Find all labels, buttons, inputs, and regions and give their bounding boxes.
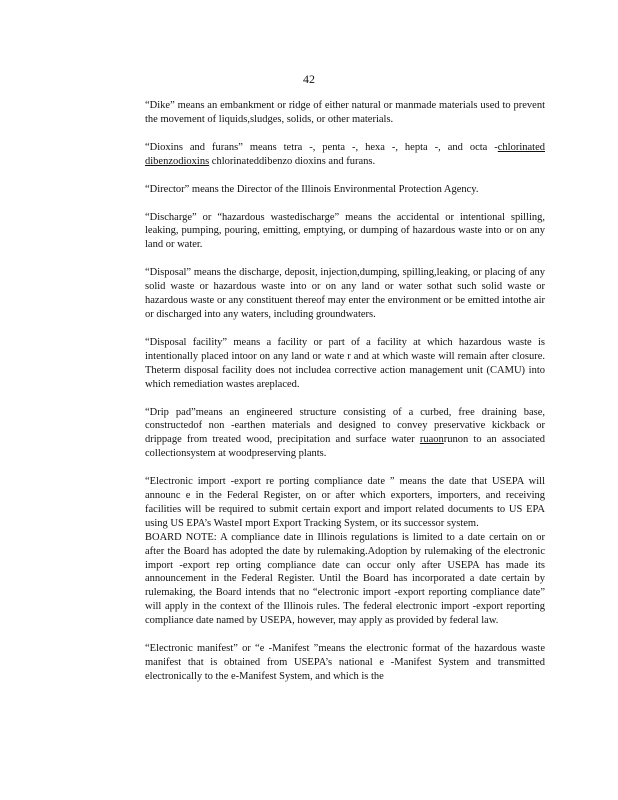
definition-text: “Drip pad”means an engineered structure consisting of a curbed, free draining base, constructedof non -earthen materials and designed to convey preservative kickback or drippage from treated wood, precipitation and surface water — [145, 406, 545, 446]
definition-text: “Dioxins and furans” means tetra -, penta -, hexa -, hepta -, and octa - — [145, 141, 498, 153]
page-number: 42 — [303, 72, 315, 86]
definition-discharge: “Discharge” or “hazardous wastedischarge” means the accidental or intentional spilling, leaking, pumping, pouring, emitting, emptying, or dumping of hazardous waste into or on any land or water. — [145, 211, 545, 251]
definition-disposal-facility: “Disposal facility” means a facility or part of a facility at which hazardous waste is intentionally placed intoor on any land or wate r and at which waste will remain after closure. Theterm disposal facility does not includea corrective action management unit (CAMU) into which remediation wastes areplaced. — [145, 336, 545, 390]
definition-text: chlorinateddibenzo dioxins and furans. — [209, 155, 376, 167]
definition-electronic-import-export-reporting-compliance-date: “Electronic import -export re porting compliance date ” means the date that USEPA will announc e in the Federal Register, on or after which exporters, importers, and receiving facilities will be required to submit certain export and import related documents to US EPA using US EPA’s WasteI mport Export Tracking System, or its successor system. — [145, 476, 545, 529]
underlined-insertion: ruaon — [419, 434, 444, 446]
definition-drip-pad — [145, 406, 545, 462]
definition-disposal: “Disposal” means the discharge, deposit, injection,dumping, spilling,leaking, or placing of any solid waste or hazardous waste into or on any land or water sothat such solid waste or hazardous waste or any constituent thereof may enter the environment or be emitted intothe air or discharged into any waters, including groundwaters. — [145, 267, 545, 320]
definition-dike: “Dike” means an embankment or ridge of either natural or manmade materials used to prevent the movement of liquids,sludges, solids, or other materials. — [145, 100, 545, 125]
underlined-insertion: chlorinated dibenzodioxins — [145, 141, 545, 167]
definition-director: “Director” means the Director of the Illinois Environmental Protection Agency. — [145, 183, 479, 195]
definition-dioxins-and-furans — [145, 141, 545, 169]
definition-electronic-manifest: “Electronic manifest” or “e -Manifest ”means the electronic format of the hazardous waste manifest that is obtained from USEPA’s national e -Manifest System and transmitted electronically to the e-Manifest System, and which is the — [145, 643, 545, 682]
definition-text: runon to an associated collectionsystem at woodpreserving plants. — [145, 434, 545, 460]
document-body — [145, 99, 545, 698]
board-note: BOARD NOTE: A compliance date in Illinois regulations is limited to a date certain on or after the Board has adopted the date by rulemaking.Adoption by rulemaking of the electronic import -export rep orting compliance date can occur only after USEPA has made its announcement in the Federal Register. Until the Board has incorporated a date certain by rulemaking, the Board intends that no “electronic import -export reporting compliance date” will apply in the context of the Illinois rules. The federal electronic import -export reporting compliance date named by USEPA, however, may apply as provided by federal law. — [145, 531, 545, 627]
